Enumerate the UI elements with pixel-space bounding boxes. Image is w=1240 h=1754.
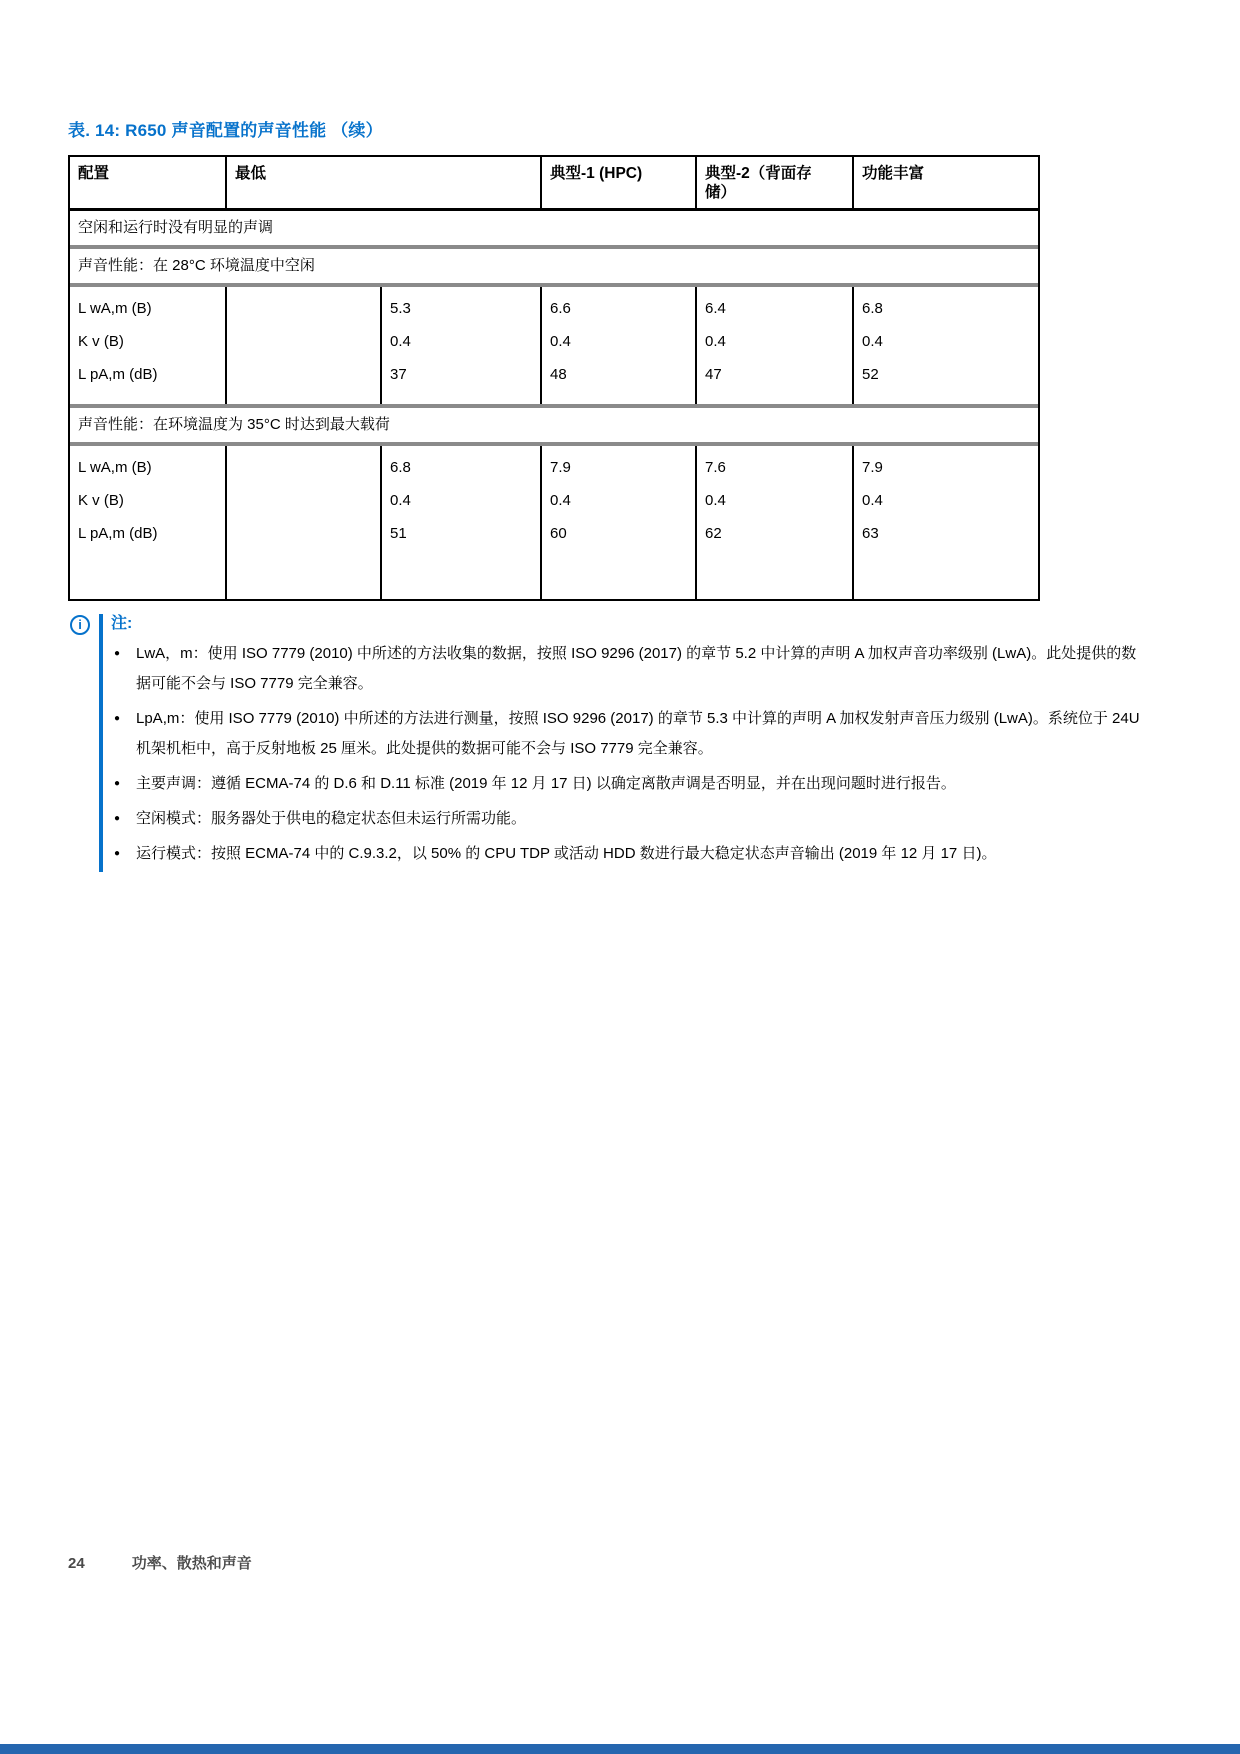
note-bullet-operating-mode: ● 运行模式：按照 ECMA-74 中的 C.9.3.2，以 50% 的 CPU TDP 或活动 HDD 数进行最大稳定状态声音输出 (2019 年 12 月 17 日)。: [111, 839, 1148, 869]
page-title: 表. 14: R650 声音配置的声音性能 （续）: [68, 121, 383, 140]
value: 0.4: [705, 333, 726, 350]
value: 0.4: [705, 492, 726, 509]
value: 47: [705, 366, 722, 383]
metric-label: K v (B): [78, 492, 124, 509]
metric-label: K v (B): [78, 333, 124, 350]
value: 0.4: [390, 333, 411, 350]
table-row-load-section-title: [70, 404, 1038, 442]
note-content: [111, 614, 1180, 869]
load-minimum-values: [382, 446, 542, 599]
no-tone-text: 空闲和运行时没有明显的声调: [78, 219, 274, 236]
note-bullet-lpa: ● LpA,m：使用 ISO 7779 (2010) 中所述的方法进行测量，按照 ISO 9296 (2017) 的章节 5.3 中计算的声明 A 加权发射声音压力级别 (LwA)。系统位于 24U 机架机柜中，高于反射地板 25 厘米。此处提供的数据可能不会与 ISO 7779 完全兼容。: [111, 704, 1148, 764]
column-header-feature-rich: 功能丰富: [862, 165, 925, 182]
note-bullet-list: [111, 639, 1180, 869]
column-header-typical2-rear-storage: 典型-2（背面存储）: [697, 157, 854, 208]
note-block: [68, 614, 1180, 874]
bottom-accent-bar: [0, 1744, 1240, 1754]
value: 60: [550, 525, 567, 542]
footer-section-title: 功率、散热和声音: [131, 1555, 252, 1572]
empty-cell: [227, 446, 382, 599]
value: 7.6: [705, 459, 726, 476]
value: 62: [705, 525, 722, 542]
metric-label: L wA,m (B): [78, 459, 152, 476]
page-footer: [68, 1552, 252, 1573]
column-header-typical1-hpc: 典型-1 (HPC): [542, 157, 697, 208]
empty-cell: [227, 287, 382, 404]
value: 6.6: [550, 300, 571, 317]
load-feature-rich-values: [854, 446, 1038, 599]
footer-page-number: 24: [68, 1555, 85, 1572]
idle-typical2-values: [697, 287, 854, 404]
metric-label: L pA,m (dB): [78, 366, 158, 383]
metric-label: L pA,m (dB): [78, 525, 158, 542]
value: 7.9: [550, 459, 571, 476]
table-row-idle-values: [70, 283, 1038, 404]
load-typical2-values: [697, 446, 854, 599]
metric-labels-cell: [70, 446, 227, 599]
info-icon: i: [70, 615, 90, 635]
value: 52: [862, 366, 879, 383]
note-bullet-idle-mode: ● 空闲模式：服务器处于供电的稳定状态但未运行所需功能。: [111, 804, 1148, 834]
value: 51: [390, 525, 407, 542]
metric-labels-cell: [70, 287, 227, 404]
load-section-title: 声音性能：在环境温度为 35°C 时达到最大载荷: [78, 416, 390, 433]
value: 63: [862, 525, 879, 542]
value: 5.3: [390, 300, 411, 317]
note-bullet-lwa: ● LwA，m：使用 ISO 7779 (2010) 中所述的方法收集的数据，按照 ISO 9296 (2017) 的章节 5.2 中计算的声明 A 加权声音功率级别 (LwA)。此处提供的数据可能不会与 ISO 7779 完全兼容。: [111, 639, 1148, 699]
table-header-row: [70, 157, 1038, 208]
value: 7.9: [862, 459, 883, 476]
metric-label: L wA,m (B): [78, 300, 152, 317]
acoustic-performance-table: [68, 155, 1040, 601]
idle-minimum-values: [382, 287, 542, 404]
table-row-idle-section-title: [70, 245, 1038, 283]
value: 6.8: [862, 300, 883, 317]
idle-feature-rich-values: [854, 287, 1038, 404]
value: 0.4: [550, 333, 571, 350]
note-label: 注:: [111, 615, 133, 632]
load-typical1-values: [542, 446, 697, 599]
value: 0.4: [550, 492, 571, 509]
idle-typical1-values: [542, 287, 697, 404]
table-row-no-tone: [70, 208, 1038, 245]
table-row-load-values: [70, 442, 1038, 599]
note-bullet-prominent-tones: ● 主要声调：遵循 ECMA-74 的 D.6 和 D.11 标准 (2019 年 12 月 17 日) 以确定离散声调是否明显，并在出现问题时进行报告。: [111, 769, 1148, 799]
idle-section-title: 声音性能：在 28°C 环境温度中空闲: [78, 257, 315, 274]
value: 48: [550, 366, 567, 383]
value: 0.4: [390, 492, 411, 509]
value: 6.4: [705, 300, 726, 317]
value: 6.8: [390, 459, 411, 476]
value: 0.4: [862, 333, 883, 350]
note-accent-bar: [99, 614, 103, 872]
value: 37: [390, 366, 407, 383]
column-header-minimum: 最低: [227, 157, 542, 208]
column-header-config: 配置: [70, 157, 227, 208]
value: 0.4: [862, 492, 883, 509]
